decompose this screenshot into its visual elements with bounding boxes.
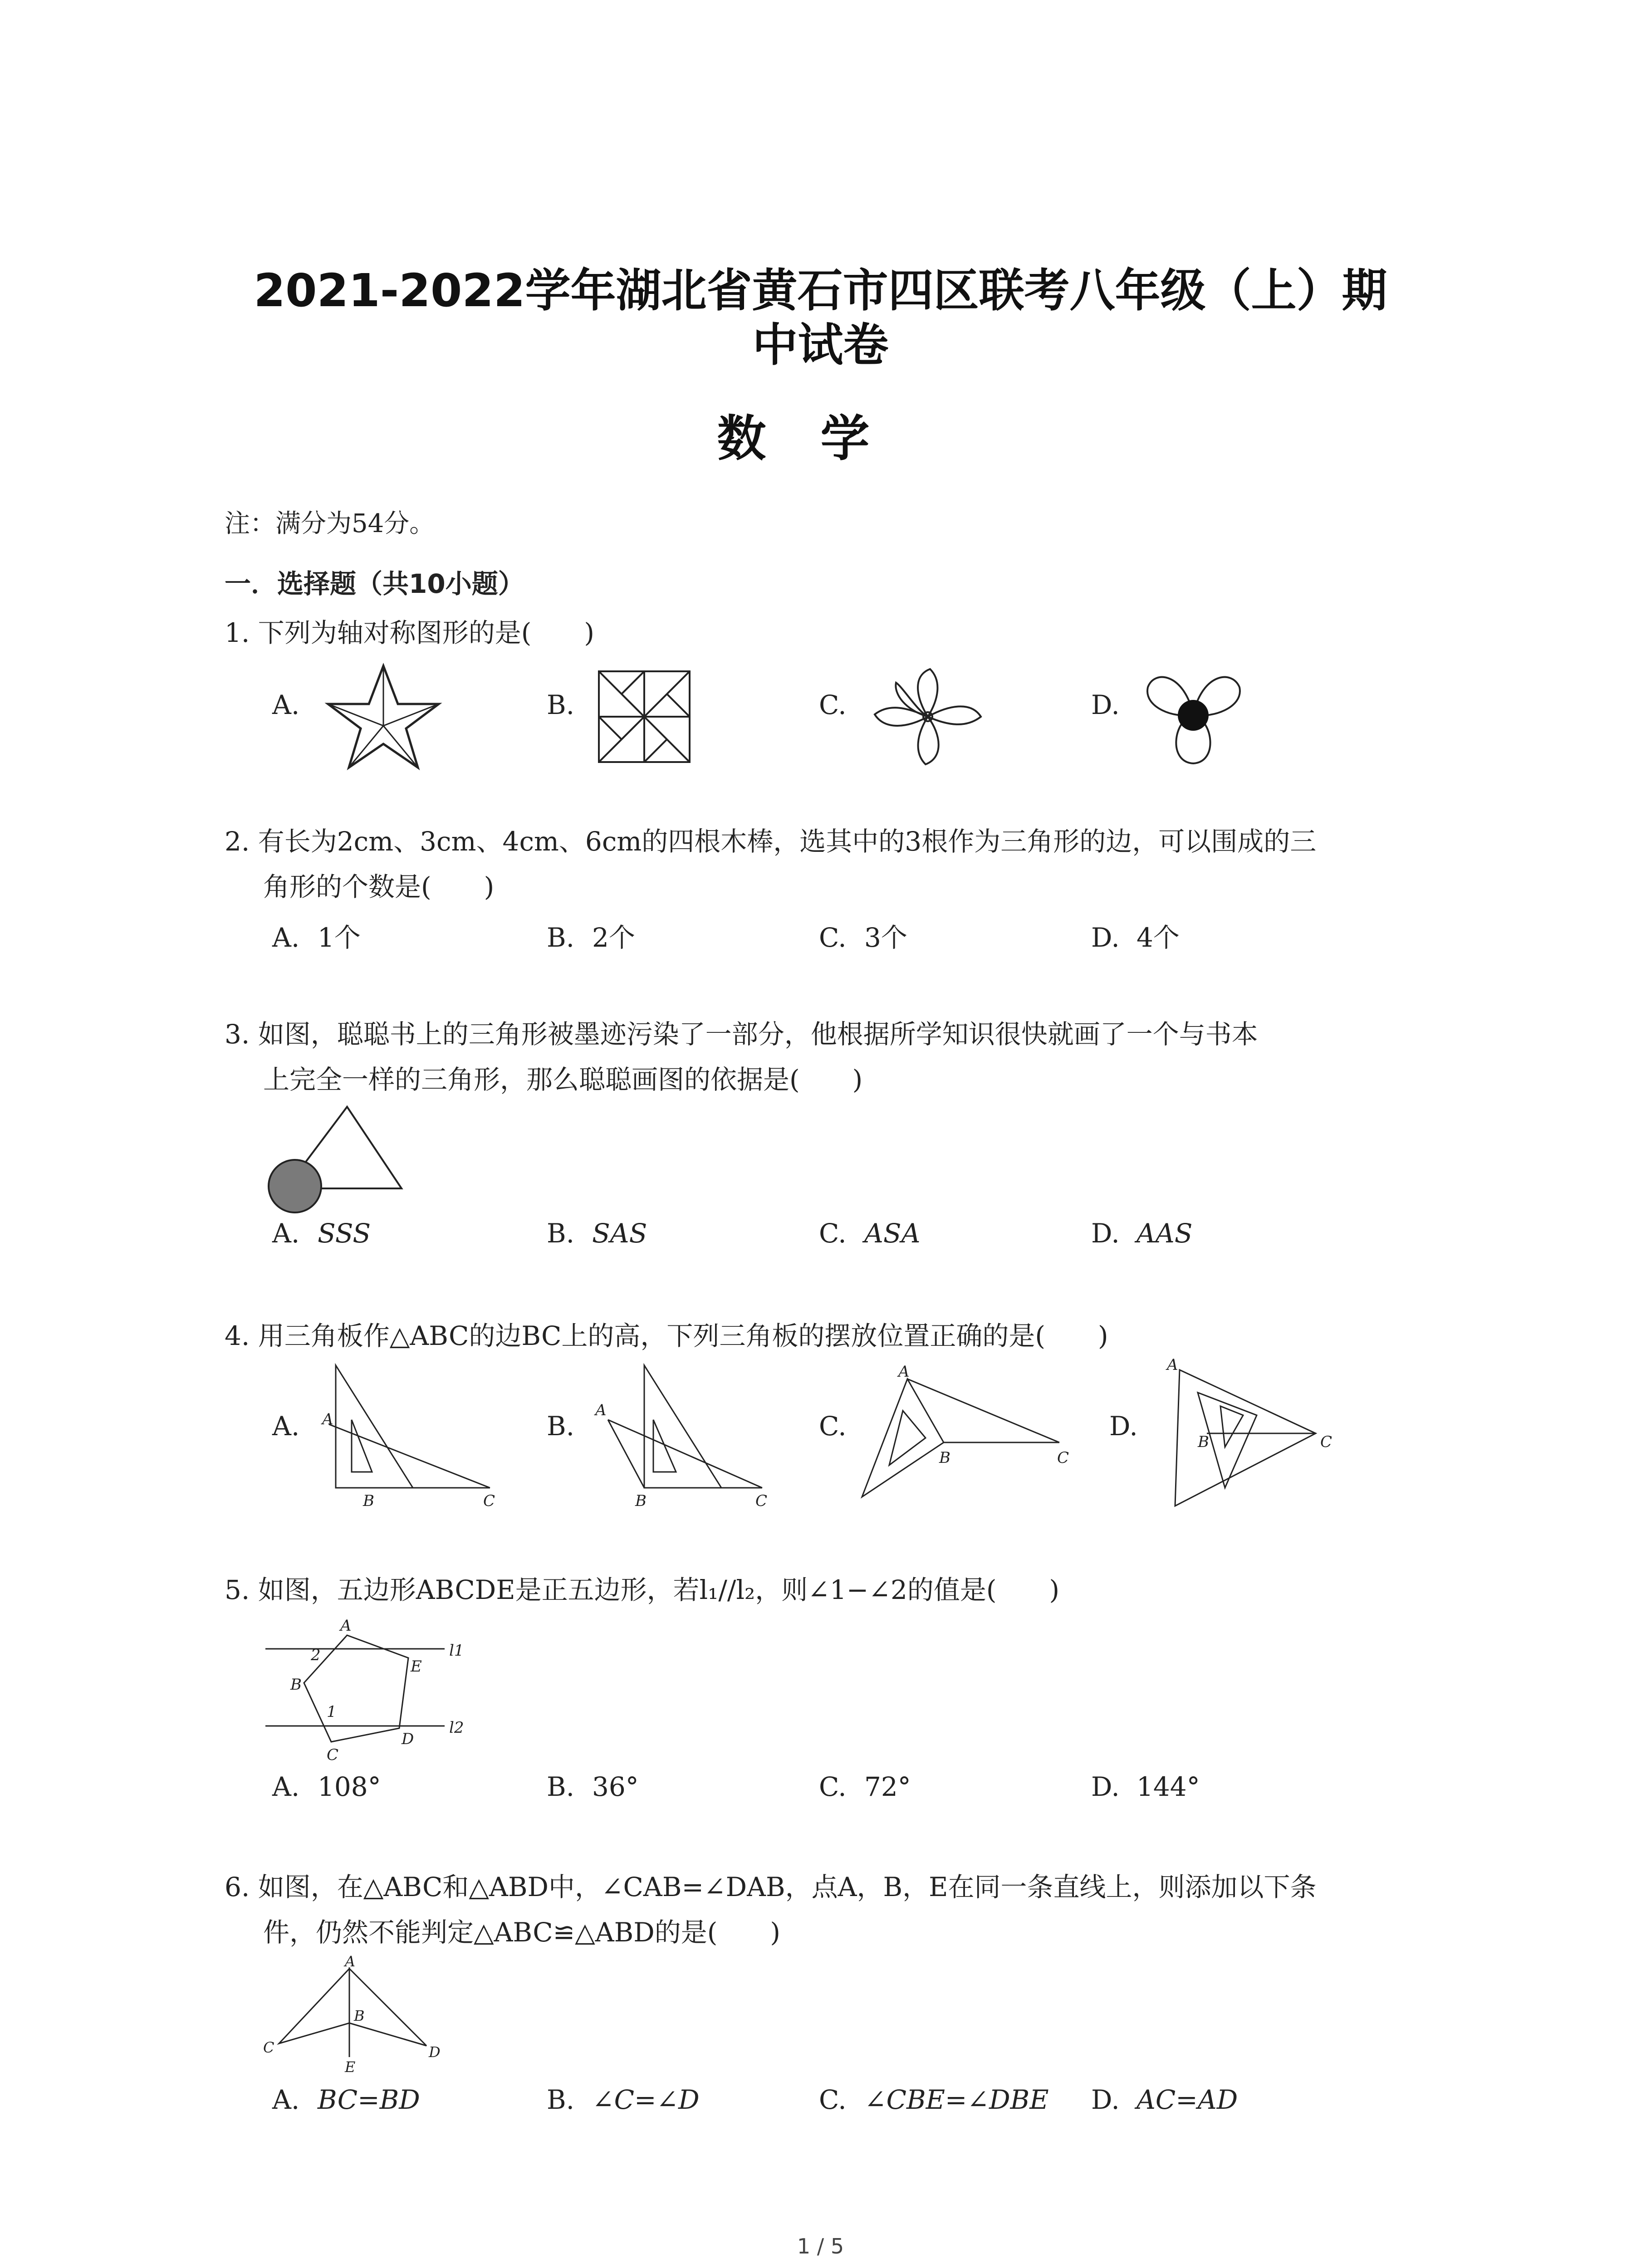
question-3-line1: 3. 如图，聪聪书上的三角形被墨迹污染了一部分，他根据所学知识很快就画了一个与书本 xyxy=(225,1019,1258,1050)
page-number: 1 / 5 xyxy=(797,2234,844,2258)
q6-option-c[interactable]: C. ∠CBE=∠DBE xyxy=(819,2084,1049,2115)
q5-line-l1: l1 xyxy=(449,1642,464,1660)
q4c-label-c: C xyxy=(1057,1449,1069,1467)
q2-option-a[interactable]: A. 1个 xyxy=(272,922,361,953)
question-3-line2: 上完全一样的三角形，那么聪聪画图的依据是( ) xyxy=(263,1064,863,1095)
q4d-label-c: C xyxy=(1320,1433,1332,1451)
q5-label-d: D xyxy=(402,1730,414,1748)
clover-figure xyxy=(1134,665,1252,769)
q3-option-d[interactable]: D. AAS xyxy=(1091,1218,1193,1249)
q4-figure-b xyxy=(590,1361,780,1515)
q6-label-b: B xyxy=(354,2007,365,2024)
q5-option-a[interactable]: A. 108° xyxy=(272,1771,381,1802)
q3-option-a[interactable]: A. SSS xyxy=(272,1218,371,1249)
q4d-label-a: A xyxy=(1167,1356,1178,1374)
ink-stained-triangle-figure xyxy=(263,1102,408,1216)
q5-label-a: A xyxy=(340,1617,352,1635)
q3-option-c[interactable]: C. ASA xyxy=(819,1218,921,1249)
q5-pentagon-figure xyxy=(263,1615,490,1769)
question-2-line1: 2. 有长为2cm、3cm、4cm、6cm的四根木棒，选其中的3根作为三角形的边，可以围成的三 xyxy=(225,826,1317,857)
q5-label-c: C xyxy=(327,1746,339,1764)
subject-heading: 数学 xyxy=(717,411,924,467)
question-6-line1: 6. 如图，在△ABC和△ABD中，∠CAB=∠DAB，点A，B，E在同一条直线上，则添加以下条 xyxy=(225,1872,1317,1902)
q4-figure-d xyxy=(1161,1356,1343,1510)
q6-option-b[interactable]: B. ∠C=∠D xyxy=(547,2084,700,2115)
pinwheel-figure xyxy=(594,667,694,767)
q4-option-c[interactable]: C. xyxy=(819,1411,847,1442)
q4a-label-c: C xyxy=(483,1492,495,1510)
q4b-label-c: C xyxy=(755,1492,768,1510)
q4c-label-b: B xyxy=(939,1449,950,1467)
q1-option-a[interactable]: A. xyxy=(272,689,300,720)
question-2-line2: 角形的个数是( ) xyxy=(263,871,495,902)
q6-triangles-figure xyxy=(259,1953,449,2076)
q2-option-b[interactable]: B. 2个 xyxy=(547,922,635,953)
q2-option-d[interactable]: D. 4个 xyxy=(1091,922,1180,953)
q1-option-c[interactable]: C. xyxy=(819,689,847,720)
q1-option-d[interactable]: D. xyxy=(1091,689,1120,720)
q4-option-d[interactable]: D. xyxy=(1109,1411,1138,1442)
question-4-text: 4. 用三角板作△ABC的边BC上的高，下列三角板的摆放位置正确的是( ) xyxy=(225,1320,1108,1351)
q6-option-d[interactable]: D. AC=AD xyxy=(1091,2084,1238,2115)
question-1-text: 1. 下列为轴对称图形的是( ) xyxy=(225,617,595,648)
q5-option-d[interactable]: D. 144° xyxy=(1091,1771,1200,1802)
q6-label-c: C xyxy=(263,2039,274,2056)
star-figure xyxy=(320,662,447,771)
q4c-label-a: A xyxy=(898,1363,910,1381)
bauhinia-figure xyxy=(862,662,994,771)
q4b-label-a: A xyxy=(595,1401,607,1419)
q5-angle-2: 2 xyxy=(311,1646,321,1664)
question-5-text: 5. 如图，五边形ABCDE是正五边形，若l₁//l₂，则∠1−∠2的值是( ) xyxy=(225,1574,1060,1605)
q3-option-b[interactable]: B. SAS xyxy=(547,1218,647,1249)
q4-figure-c xyxy=(853,1361,1080,1515)
question-6-line2: 件，仍然不能判定△ABC≌△ABD的是( ) xyxy=(263,1917,781,1948)
q6-option-a[interactable]: A. BC=BD xyxy=(272,2084,420,2115)
q5-label-b: B xyxy=(290,1676,302,1694)
q5-option-b[interactable]: B. 36° xyxy=(547,1771,639,1802)
q1-option-b[interactable]: B. xyxy=(547,689,575,720)
q4-option-b[interactable]: B. xyxy=(547,1411,575,1442)
q6-label-d: D xyxy=(429,2043,441,2061)
score-note: 注：满分为54分。 xyxy=(225,509,435,538)
q4-figure-a xyxy=(318,1361,508,1515)
q5-label-e: E xyxy=(411,1657,422,1676)
q6-label-a: A xyxy=(345,1953,356,1970)
q2-option-c[interactable]: C. 3个 xyxy=(819,922,907,953)
q4b-label-b: B xyxy=(635,1492,647,1510)
section-heading: 一．选择题（共10小题） xyxy=(225,568,524,599)
q4a-label-a: A xyxy=(322,1410,333,1428)
doc-title-line1: 2021-2022学年湖北省黄石市四区联考八年级（上）期 xyxy=(254,264,1387,317)
q5-angle-1: 1 xyxy=(327,1703,337,1721)
q4d-label-b: B xyxy=(1198,1433,1209,1451)
q4-option-a[interactable]: A. xyxy=(272,1411,300,1442)
q6-label-e: E xyxy=(345,2058,356,2076)
doc-title-line2: 中试卷 xyxy=(752,318,889,371)
q5-option-c[interactable]: C. 72° xyxy=(819,1771,911,1802)
q5-line-l2: l2 xyxy=(449,1719,464,1737)
q4a-label-b: B xyxy=(363,1492,374,1510)
